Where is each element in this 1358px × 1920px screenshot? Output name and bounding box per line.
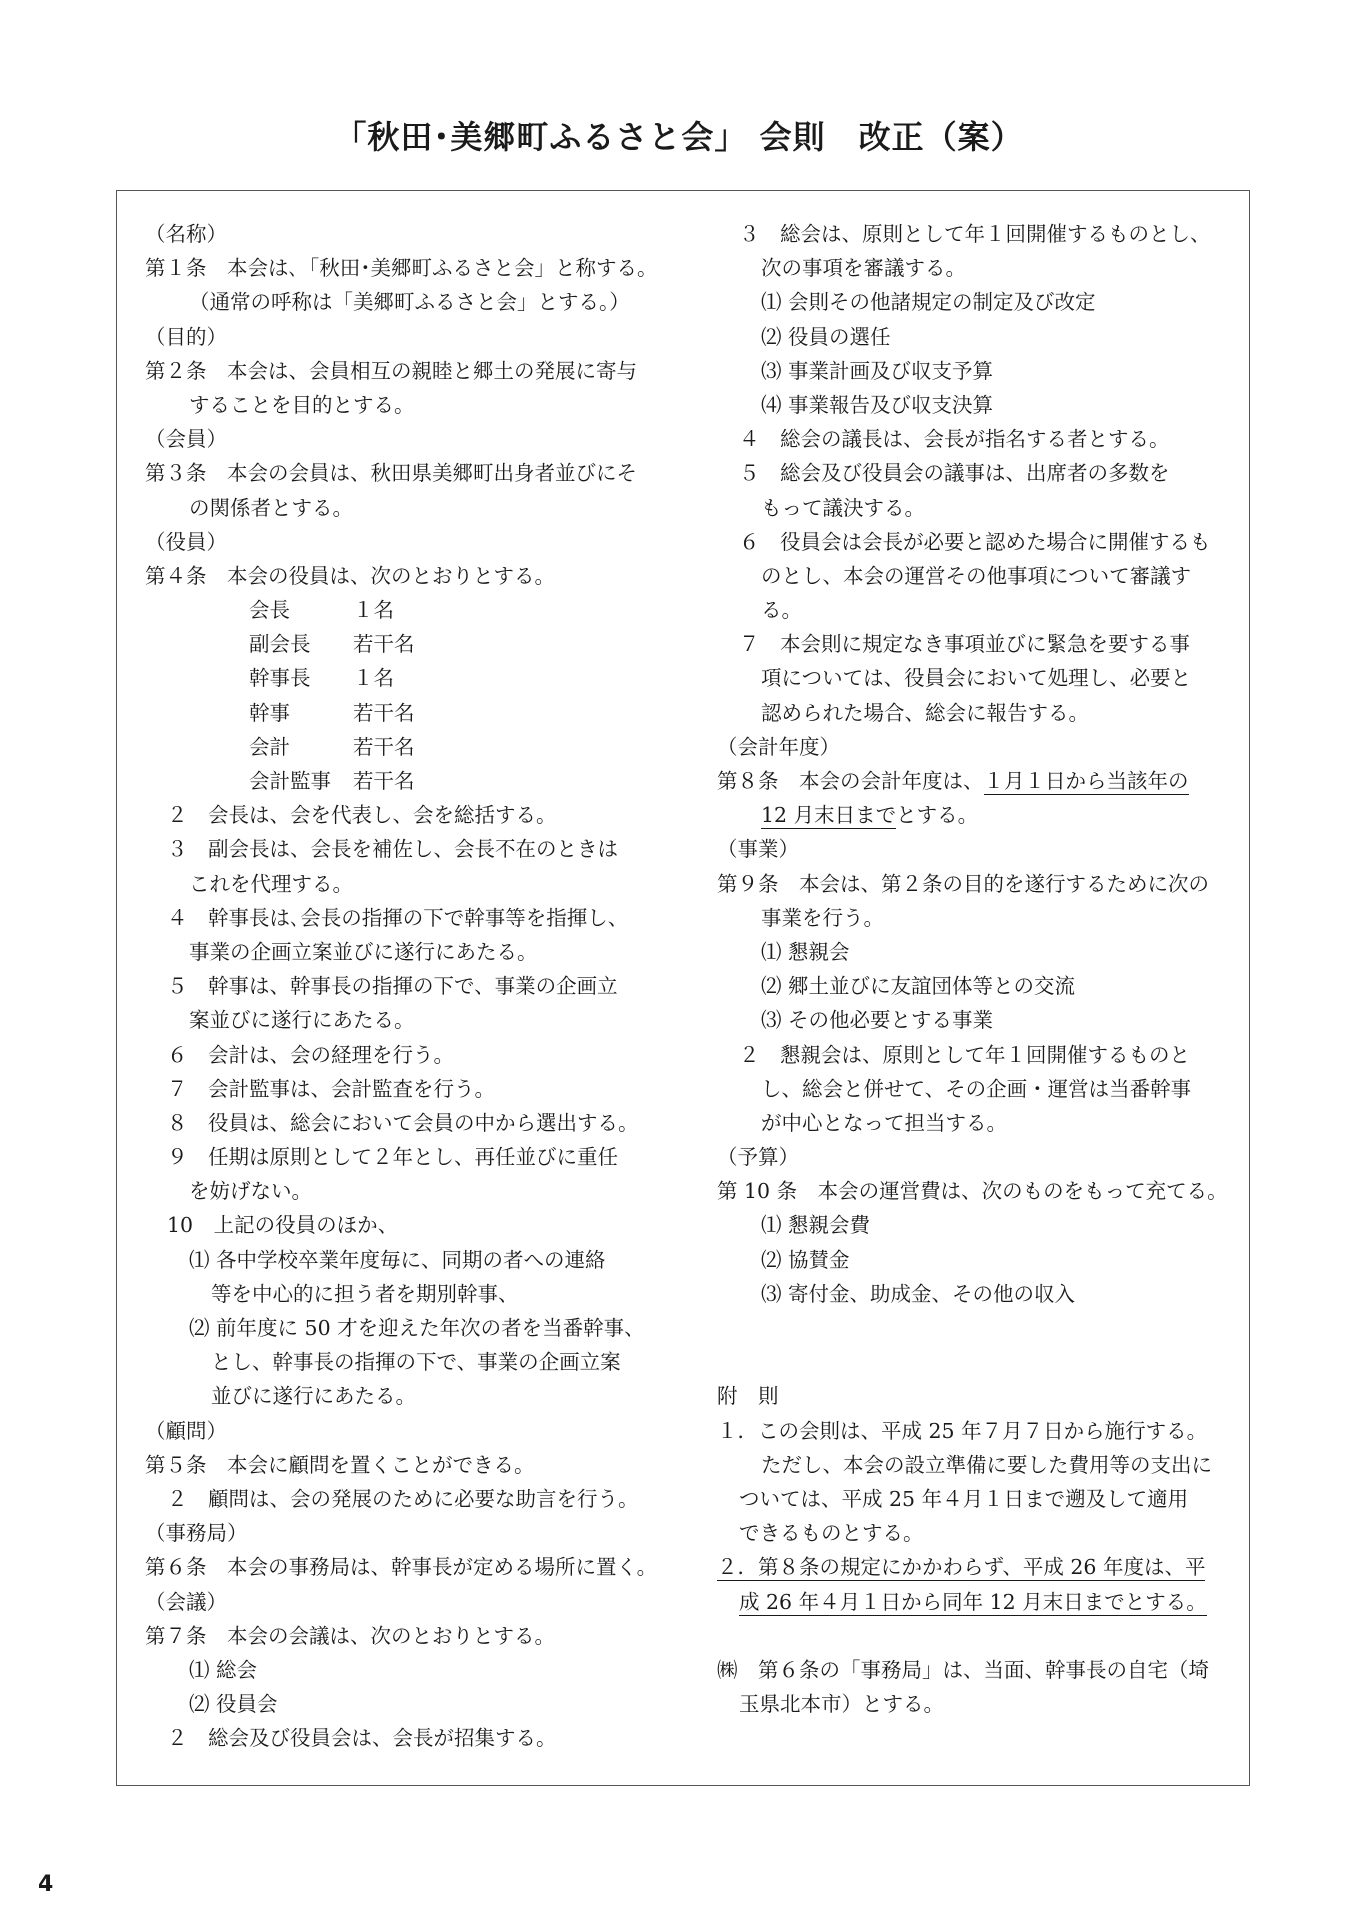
heading-meetings: （会議） [145,1589,227,1614]
article-7-para-6-cont: る。 [761,598,802,623]
article-1: 第１条 本会は､「秋田･美郷町ふるさと会」と称する。 [145,256,658,281]
article-8-lead: 第８条 本会の会計年度は、 [717,769,984,793]
article-9-para-2: ２ 懇親会は、原則として年１回開催するものと [739,1042,1190,1067]
supplementary-2-amended-text-cont: 成 26 年４月１日から同年 12 月末日までとする。 [739,1589,1207,1614]
document-title: 「秋田･美郷町ふるさと会」 会則 改正（案） [334,118,1024,156]
officer-row [145,661,665,695]
article-4-para-4-cont: 事業の企画立案並びに遂行にあたる。 [189,939,538,964]
officer-count: 若干名 [353,734,415,759]
article-7: 第７条 本会の会議は、次のとおりとする。 [145,1623,555,1648]
article-8 [717,764,1237,798]
supplementary-2-cont [717,1585,1237,1619]
article-9-item-1: ⑴ 懇親会 [761,939,850,964]
article-7-item-1: ⑴ 総会 [189,1657,258,1682]
article-10-item-1: ⑴ 懇親会費 [761,1213,871,1238]
article-7-para-7-cont: 項については、役員会において処理し、必要と [761,666,1192,691]
article-7-para-3-item-2: ⑵ 役員の選任 [761,324,891,349]
article-8-tail: とする。 [896,803,979,828]
article-7-para-3-cont: 次の事項を審議する。 [761,256,966,281]
heading-secretariat: （事務局） [145,1521,248,1546]
bylaws-frame [116,190,1250,1786]
article-10-item-3: ⑶ 寄付金、助成金、その他の収入 [761,1281,1076,1306]
officer-count: １名 [353,598,394,623]
officer-row [145,696,665,730]
article-7-para-3-item-4: ⑷ 事業報告及び収支決算 [761,392,994,417]
article-5-para-2: ２ 顧問は、会の発展のために必要な助言を行う。 [167,1486,639,1511]
left-column [145,217,665,1755]
article-6: 第６条 本会の事務局は、幹事長が定める場所に置く。 [145,1555,658,1580]
article-2-cont: することを目的とする。 [189,392,415,417]
article-10: 第 10 条 本会の運営費は、次のものをもって充てる。 [717,1179,1228,1204]
article-7-para-7-cont: 認められた場合、総会に報告する。 [761,700,1089,725]
article-7-para-3-item-1: ⑴ 会則その他諸規定の制定及び改定 [761,290,1096,315]
article-7-para-5-cont: もって議決する。 [761,495,925,520]
article-2: 第２条 本会は、会員相互の親睦と郷土の発展に寄与 [145,358,637,383]
article-4-item-2-cont: とし、幹事長の指揮の下で、事業の企画立案 [211,1350,621,1375]
article-8-amended-text-cont: 12 月末日まで [761,803,897,828]
article-9-cont: 事業を行う。 [761,905,884,930]
article-7-item-2: ⑵ 役員会 [189,1692,278,1717]
spacer [717,1619,1237,1653]
article-4-item-2-cont: 並びに遂行にあたる。 [211,1384,416,1409]
officer-role: 会長 [249,598,290,623]
supplementary-1-cont: ついては、平成 25 年４月１日まで遡及して適用 [739,1486,1189,1511]
heading-fiscal-year: （会計年度） [717,734,840,759]
officer-count: １名 [353,666,394,691]
officer-role: 副会長 [249,632,311,657]
right-column [717,217,1237,1721]
article-4-para-3: ３ 副会長は、会長を補佐し、会長不在のときは [167,837,618,862]
article-8-cont [717,798,1237,832]
note-cont: 玉県北本市）とする。 [739,1692,944,1717]
officer-role: 幹事 [249,700,290,725]
article-4-para-4: ４ 幹事長は､会長の指揮の下で幹事等を指揮し、 [167,905,629,930]
heading-purpose: （目的） [145,324,227,349]
article-4-para-5-cont: 案並びに遂行にあたる。 [189,1008,415,1033]
article-4-item-1-cont: 等を中心的に担う者を期別幹事、 [211,1281,519,1306]
article-3: 第３条 本会の会員は、秋田県美郷町出身者並びにそ [145,461,637,486]
article-4-para-2: ２ 会長は、会を代表し、会を総括する。 [167,803,557,828]
article-5: 第５条 本会に顧問を置くことができる。 [145,1452,535,1477]
article-7-para-3: ３ 総会は、原則として年１回開催するものとし、 [739,222,1211,246]
officer-row [145,730,665,764]
supplementary-2 [717,1550,1237,1584]
article-4-para-9: ９ 任期は原則として２年とし、再任並びに重任 [167,1145,618,1170]
officer-count: 若干名 [353,700,415,725]
article-7-para-4: ４ 総会の議長は、会長が指名する者とする。 [739,427,1170,452]
article-10-item-2: ⑵ 協賛金 [761,1247,850,1272]
article-4-item-1: ⑴ 各中学校卒業年度毎に、同期の者への連絡 [189,1247,606,1272]
supplementary-2-amended-text: ２．第８条の規定にかかわらず、平成 26 年度は、平 [717,1555,1206,1580]
article-7-para-6: ６ 役員会は会長が必要と認めた場合に開催するも [739,529,1211,554]
heading-officers: （役員） [145,529,227,554]
officer-count: 若干名 [353,632,415,657]
supplementary-1-cont: ただし、本会の設立準備に要した費用等の支出に [761,1452,1212,1477]
officer-role: 会計監事 [249,769,331,793]
supplementary-1-cont: できるものとする。 [739,1521,924,1546]
officer-row [145,593,665,627]
article-1-note: （通常の呼称は「美郷町ふるさと会」とする。） [189,290,630,315]
heading-members: （会員） [145,427,227,452]
article-7-para-6-cont: のとし、本会の運営その他事項について審議す [761,563,1192,588]
article-4-para-8: ８ 役員は、総会において会員の中から選出する。 [167,1110,639,1135]
page-number: 4 [38,1872,54,1897]
article-7-para-3-item-3: ⑶ 事業計画及び収支予算 [761,358,994,383]
article-4-para-10: 10 上記の役員のほか、 [167,1213,399,1238]
officer-count: 若干名 [353,769,415,793]
spacer [717,1311,1237,1379]
article-4-para-5: ５ 幹事は、幹事長の指揮の下で、事業の企画立 [167,974,618,999]
article-9-item-3: ⑶ その他必要とする事業 [761,1008,994,1033]
article-4: 第４条 本会の役員は、次のとおりとする。 [145,563,555,588]
heading-advisor: （顧問） [145,1418,227,1443]
article-9-item-2: ⑵ 郷土並びに友誼団体等との交流 [761,974,1076,999]
article-9: 第９条 本会は、第２条の目的を遂行するために次の [717,871,1209,896]
heading-business: （事業） [717,837,799,862]
article-4-para-3-cont: これを代理する。 [189,871,353,896]
note: ㈱ 第６条の「事務局」は、当面、幹事長の自宅（埼 [717,1657,1209,1682]
article-4-para-9-cont: を妨げない。 [189,1179,312,1204]
article-4-item-2: ⑵ 前年度に 50 才を迎えた年次の者を当番幹事、 [189,1316,645,1340]
officer-row [145,627,665,661]
heading-name: （名称） [145,222,227,246]
supplementary-1: １．この会則は、平成 25 年７月７日から施行する。 [717,1418,1208,1443]
article-7-para-7: ７ 本会則に規定なき事項並びに緊急を要する事 [739,632,1190,657]
article-9-para-2-cont: し、総会と併せて、その企画・運営は当番幹事 [761,1076,1192,1101]
article-9-para-2-cont: が中心となって担当する。 [761,1110,1007,1135]
article-7-para-5: ５ 総会及び役員会の議事は、出席者の多数を [739,461,1170,486]
heading-budget: （予算） [717,1145,799,1170]
officer-role: 会計 [249,734,290,759]
heading-supplementary: 附 則 [717,1384,779,1409]
article-3-cont: の関係者とする。 [189,495,353,520]
article-4-para-7: ７ 会計監事は、会計監査を行う。 [167,1076,495,1101]
article-8-amended-text: １月１日から当該年の [983,769,1189,793]
officer-row [145,764,665,798]
article-7-para-2: ２ 総会及び役員会は、会長が招集する。 [167,1726,557,1751]
article-4-para-6: ６ 会計は、会の経理を行う。 [167,1042,454,1067]
officer-role: 幹事長 [249,666,311,691]
